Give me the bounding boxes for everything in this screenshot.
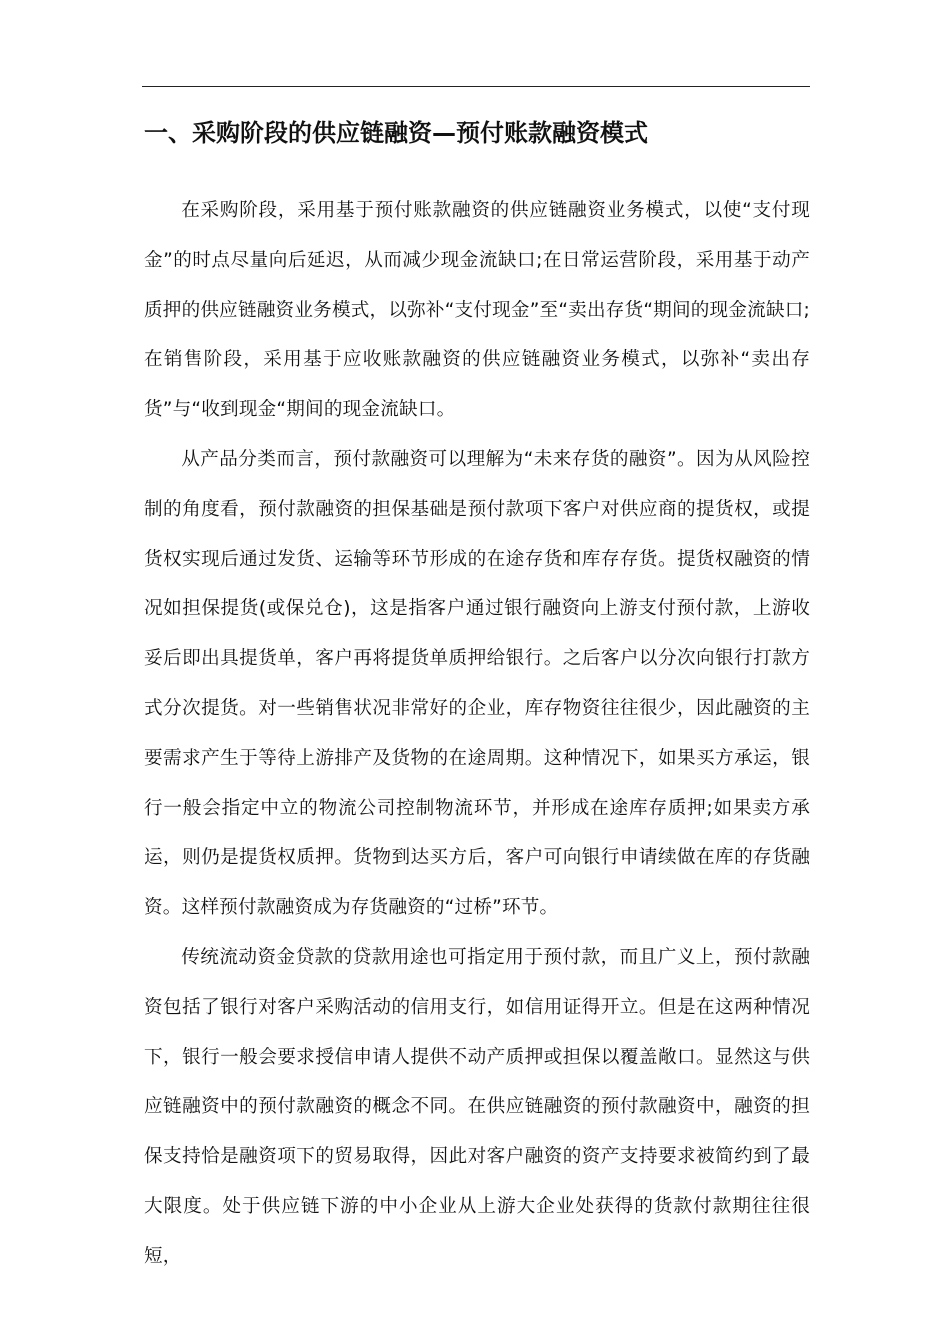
header-rule	[142, 86, 810, 87]
paragraph-1: 在采购阶段，采用基于预付账款融资的供应链融资业务模式，以使“支付现金”的时点尽量向后延迟，从而减少现金流缺口;在日常运营阶段，采用基于动产质押的供应链融资业务模式，以弥补“支付现金”至“卖出存货“期间的现金流缺口;在销售阶段，采用基于应收账款融资的供应链融资业务模式，以弥补“卖出存货”与“收到现金“期间的现金流缺口。	[144, 200, 810, 421]
paragraph-3: 传统流动资金贷款的贷款用途也可指定用于预付款，而且广义上，预付款融资包括了银行对客户采购活动的信用支行，如信用证得开立。但是在这两种情况下，银行一般会要求授信申请人提供不动产质押或担保以覆盖敞口。显然这与供应链融资中的预付款融资的概念不同。在供应链融资的预付款融资中，融资的担保支持恰是融资项下的贸易取得，因此对客户融资的资产支持要求被简约到了最大限度。处于供应链下游的中小企业从上游大企业处获得的货款付款期往往很短，	[144, 946, 810, 1267]
section-heading: 一、采购阶段的供应链融资—预付账款融资模式	[144, 119, 648, 147]
body-text	[144, 186, 810, 1282]
paragraph-2: 从产品分类而言，预付款融资可以理解为“未来存货的融资”。因为从风险控制的角度看，预付款融资的担保基础是预付款项下客户对供应商的提货权，或提货权实现后通过发货、运输等环节形成的在途存货和库存存货。提货权融资的情况如担保提货(或保兑仓)，这是指客户通过银行融资向上游支付预付款，上游收妥后即出具提货单，客户再将提货单质押给银行。之后客户以分次向银行打款方式分次提货。对一些销售状况非常好的企业，库存物资往往很少，因此融资的主要需求产生于等待上游排产及货物的在途周期。这种情况下，如果买方承运，银行一般会指定中立的物流公司控制物流环节，并形成在途库存质押;如果卖方承运，则仍是提货权质押。货物到达买方后，客户可向银行申请续做在库的存货融资。这样预付款融资成为存货融资的“过桥”环节。	[144, 448, 810, 919]
